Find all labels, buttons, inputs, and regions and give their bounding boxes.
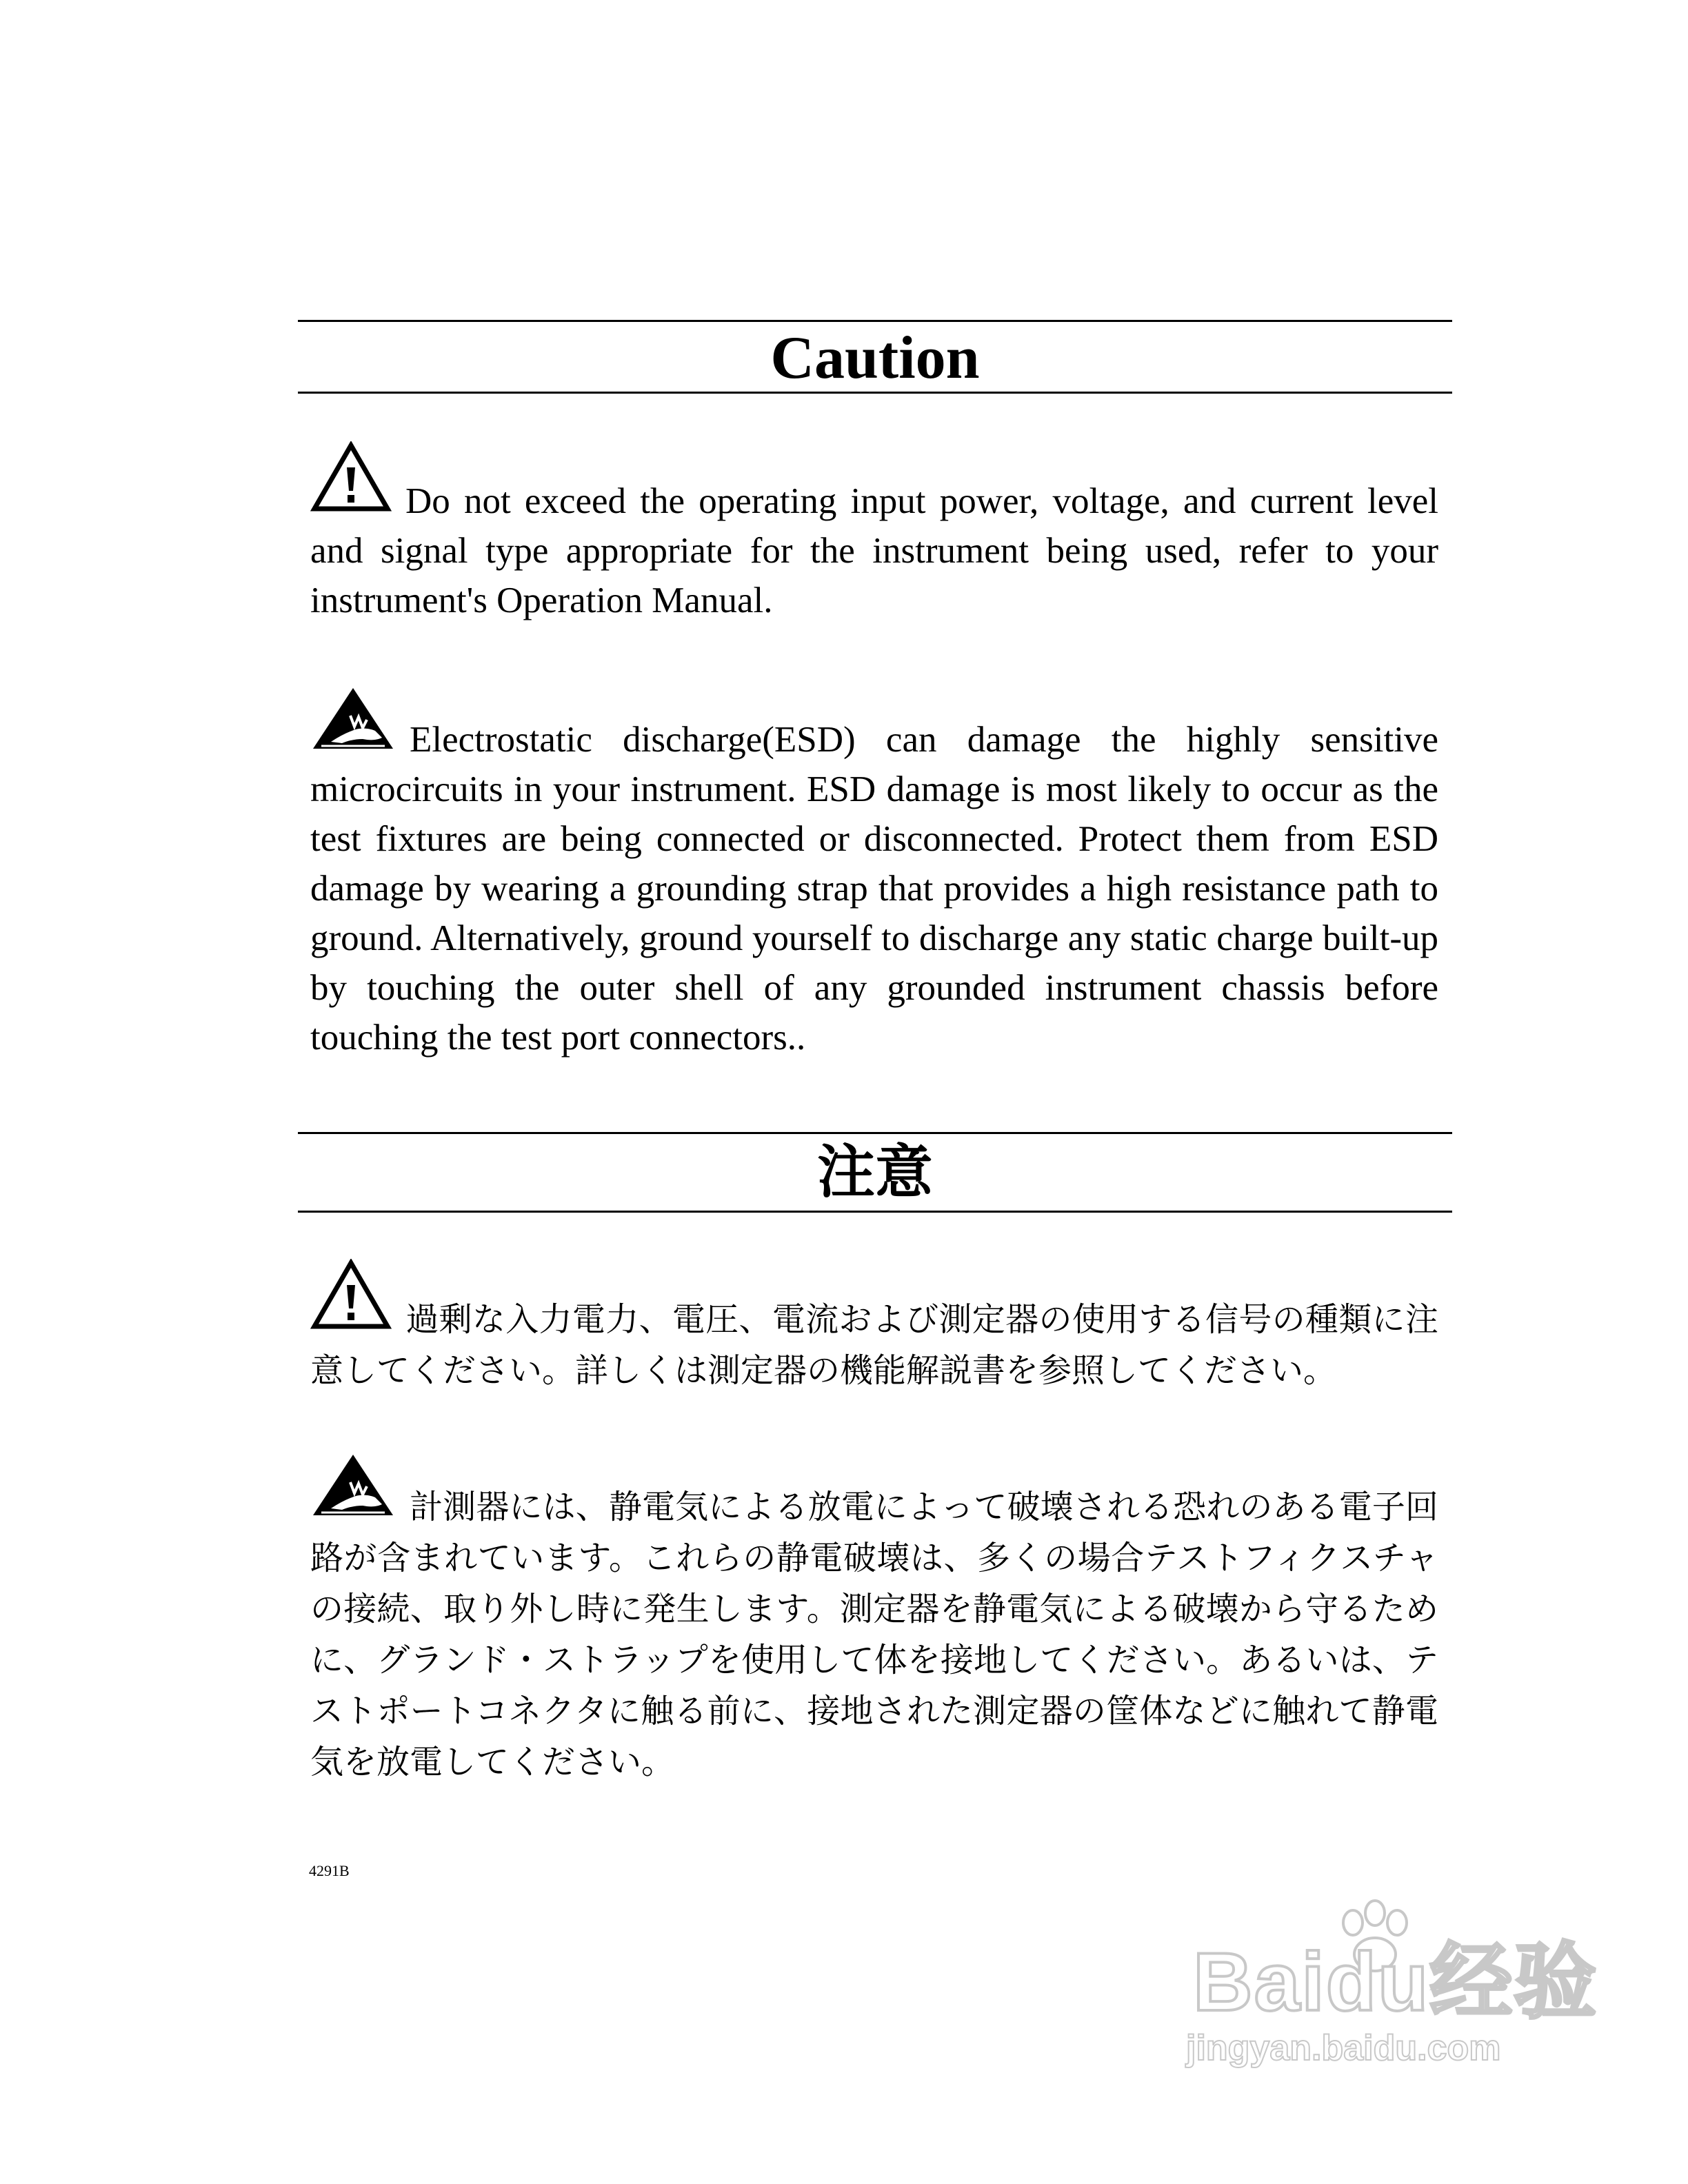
- esd-hand-icon: [310, 1452, 396, 1518]
- watermark-url: jingyan.baidu.com: [1186, 2028, 1501, 2068]
- baidu-watermark: [1172, 1899, 1598, 2068]
- warning-triangle-icon: [310, 441, 392, 513]
- caution-paragraph: [310, 441, 1438, 625]
- chui-esd-text: 計測器には、静電気による放電によって破壊される恐れのある電子回路が含まれています。これらの静電破壊は、多くの場合テストフィクスチャの接続、取り外し時に発生します。測定器を静電気による破壊から守るために、グランド・ストラップを使用して体を接地してください。あるいは、テストポートコネクタに触る前に、接地された測定器の筐体などに触れて静電気を放電してください。: [310, 1488, 1438, 1781]
- caution-text: Do not exceed the operating input power, voltage, and current level and signal type appropriate for the instrument being used, refer to your instrument's Operation Manual.: [310, 481, 1438, 620]
- chui-esd-paragraph: [310, 1452, 1438, 1788]
- esd-hand-icon: [310, 685, 396, 751]
- esd-paragraph: [310, 685, 1438, 1062]
- watermark-brand: Baidu经验: [1193, 1936, 1598, 2028]
- document-code: 4291B: [309, 1862, 350, 1879]
- chui-heading: 注意: [816, 1138, 933, 1206]
- caution-top-rule: [298, 320, 1452, 322]
- warning-triangle-icon: [310, 1259, 392, 1331]
- caution-bottom-rule: [298, 392, 1452, 394]
- chui-caution-text: 過剰な入力電力、電圧、電流および測定器の使用する信号の種類に注意してください。詳しくは測定器の機能解説書を参照してください。: [310, 1300, 1438, 1390]
- caution-heading: Caution: [770, 325, 980, 392]
- chui-top-rule: [298, 1132, 1452, 1134]
- chui-bottom-rule: [298, 1211, 1452, 1213]
- chui-caution-paragraph: [310, 1259, 1438, 1396]
- esd-text: Electrostatic discharge(ESD) can damage the highly sensitive microcircuits in your instrument. ESD damage is most likely to occur as the test fixtures are being connected or disconnected. Protect them from ESD damage by wearing a grounding strap that provides a high resistance path to ground. Alternatively, ground yourself to discharge any static charge built-up by touching the outer shell of any grounded instrument chassis before touching the test port connectors..: [310, 720, 1438, 1058]
